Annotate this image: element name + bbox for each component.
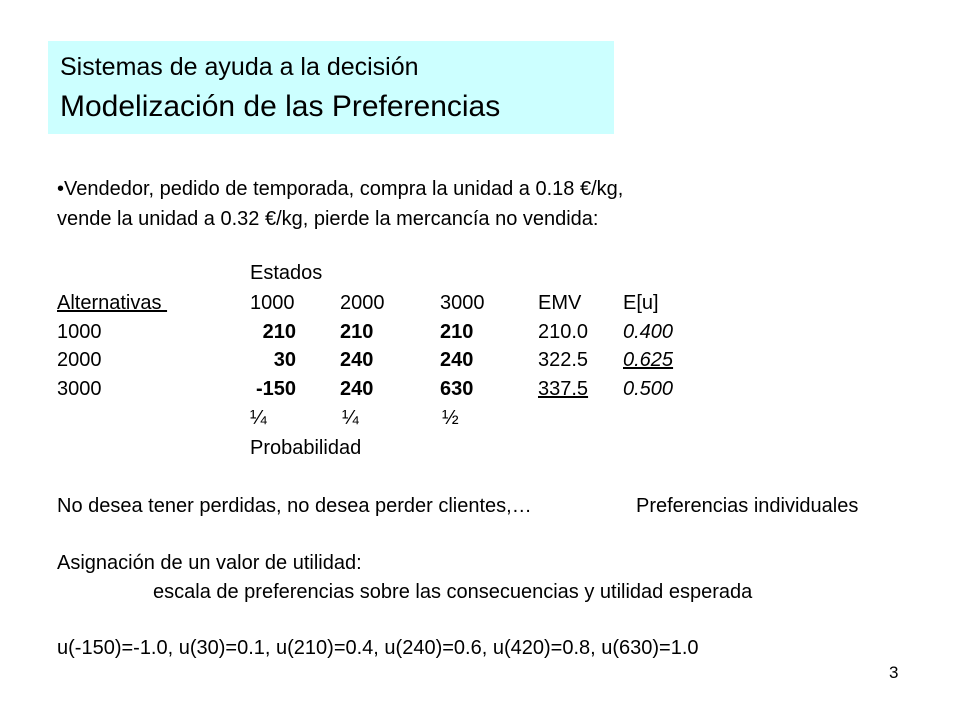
row-2-emv: 322.5	[538, 349, 589, 371]
row-1-emv: 210.0	[538, 321, 589, 343]
probability-label: Probabilidad	[250, 437, 362, 459]
intro-line-2: vende la unidad a 0.32 €/kg, pierde la mercancía no vendida:	[57, 208, 599, 230]
utility-values: u(-150)=-1.0, u(30)=0.1, u(210)=0.4, u(240)=0.6, u(420)=0.8, u(630)=1.0	[57, 637, 699, 659]
probability-3: ½	[442, 407, 459, 429]
row-2-v1: 30	[273, 349, 296, 371]
header-state-1: 1000	[250, 292, 295, 314]
alternatives-label: Alternativas	[57, 292, 168, 314]
intro-line-1: •Vendedor, pedido de temporada, compra la unidad a 0.18 €/kg,	[57, 178, 624, 200]
preferences-right: Preferencias individuales	[636, 495, 859, 517]
utility-subline: escala de preferencias sobre las consecuencias y utilidad esperada	[153, 581, 753, 603]
row-3-eu: 0.500	[623, 378, 674, 400]
header-state-2: 2000	[340, 292, 385, 314]
row-1-eu: 0.400	[623, 321, 674, 343]
row-2-alt: 2000	[57, 349, 102, 371]
row-1-v2: 210	[340, 321, 374, 343]
probability-1: ¼	[250, 407, 267, 429]
row-3-v1: -150	[255, 378, 296, 400]
probability-2: ¼	[342, 407, 359, 429]
row-3-alt: 3000	[57, 378, 102, 400]
header-emv: EMV	[538, 292, 582, 314]
preferences-left: No desea tener perdidas, no desea perder clientes,…	[57, 495, 532, 517]
page-number: 3	[889, 663, 899, 682]
title-line-2: Modelización de las Preferencias	[60, 90, 501, 123]
row-1-v1: 210	[262, 321, 296, 343]
row-1-alt: 1000	[57, 321, 102, 343]
states-label: Estados	[250, 262, 323, 284]
header-state-3: 3000	[440, 292, 485, 314]
utility-heading: Asignación de un valor de utilidad:	[57, 552, 362, 574]
row-3-emv: 337.5	[538, 378, 589, 400]
row-3-v3: 630	[440, 378, 474, 400]
title-line-1: Sistemas de ayuda a la decisión	[60, 53, 419, 81]
header-eu: E[u]	[623, 292, 659, 314]
row-1-v3: 210	[440, 321, 474, 343]
title-box	[48, 41, 614, 134]
row-3-v2: 240	[340, 378, 374, 400]
row-2-v2: 240	[340, 349, 374, 371]
row-2-eu: 0.625	[623, 349, 674, 371]
row-2-v3: 240	[440, 349, 474, 371]
